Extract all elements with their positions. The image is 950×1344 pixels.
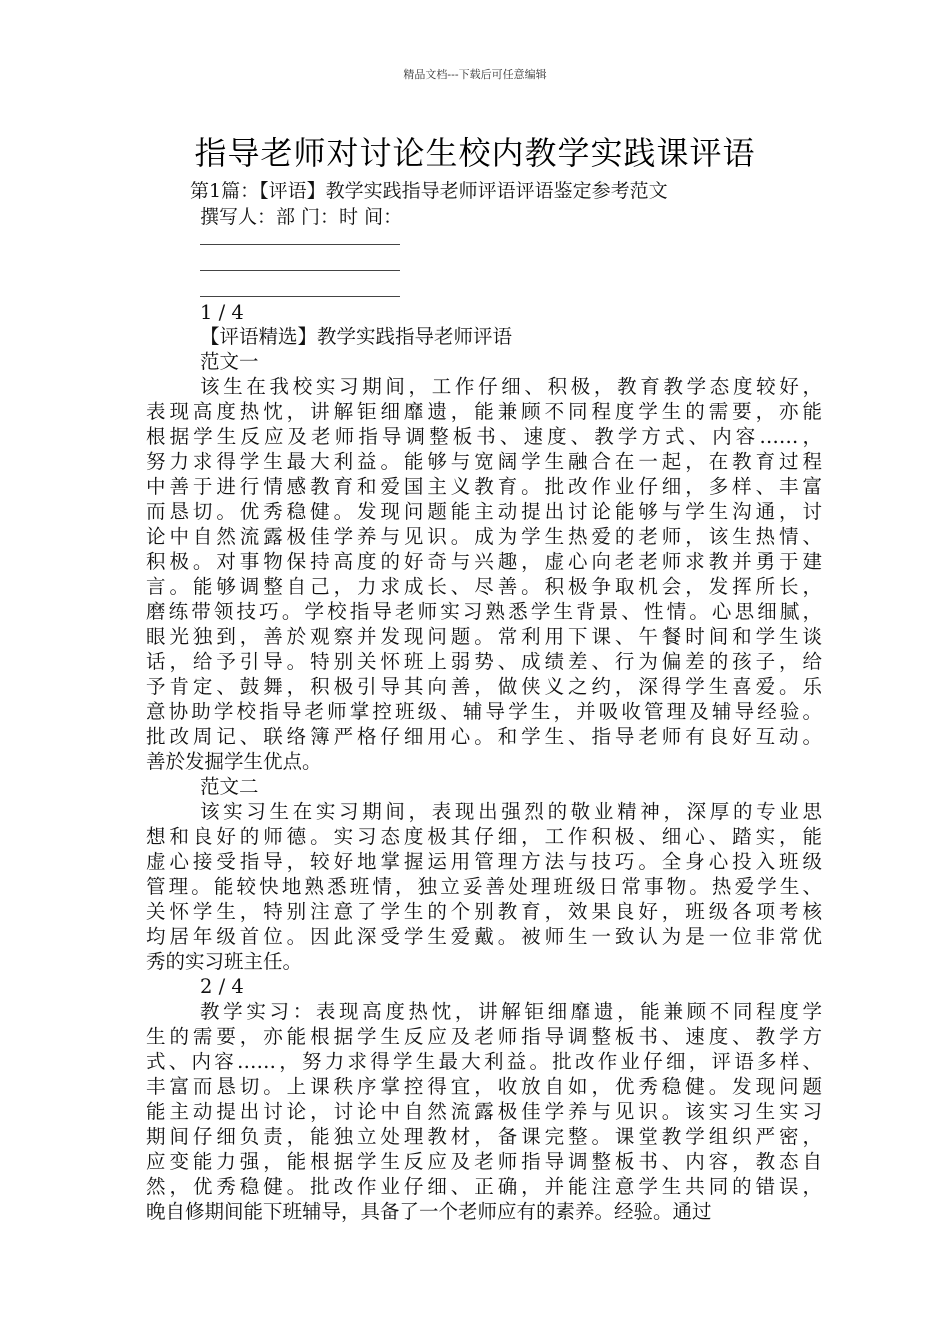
paragraph-line: 晚自修期间能下班辅导，具备了一个老师应有的素养。经验。通过 xyxy=(146,1200,712,1223)
paragraph-line: 予肯定、鼓舞，积极引导其向善，做侠义之约，深得学生喜爱。乐 xyxy=(146,675,822,698)
paragraph-line: 均居年级首位。因此深受学生爱戴。被师生一致认为是一位非常优 xyxy=(146,925,822,948)
paragraph-line: 关怀学生，特别注意了学生的个别教育，效果良好，班级各项考核 xyxy=(146,900,822,923)
paragraph-line: 表现高度热忱，讲解钜细靡遗，能兼顾不同程度学生的需要，亦能 xyxy=(146,400,822,423)
paragraph-line: 应变能力强，能根据学生反应及老师指导调整板书、内容，教态自 xyxy=(146,1150,822,1173)
paragraph-line: 批改周记、联络簿严格仔细用心。和学生、指导老师有良好互动。 xyxy=(146,725,822,748)
sample-label: 范文二 xyxy=(200,775,259,798)
paragraph-line: 而恳切。优秀稳健。发现问题能主动提出讨论能够与学生沟通，讨 xyxy=(146,500,822,523)
blank-underline xyxy=(200,244,400,245)
paragraph-line: 秀的实习班主任。 xyxy=(146,950,303,973)
paragraph-line: 眼光独到，善於观察并发现问题。常利用下课、午餐时间和学生谈 xyxy=(146,625,822,648)
paragraph-line: 磨练带领技巧。学校指导老师实习熟悉学生背景、性情。心思细腻， xyxy=(146,600,822,623)
document-subtitle: 第1篇：【评语】教学实践指导老师评语评语鉴定参考范文 xyxy=(190,180,668,202)
paragraph-line: 期间仔细负责，能独立处理教材，备课完整。课堂教学组织严密， xyxy=(146,1125,822,1148)
paragraph-line: 根据学生反应及老师指导调整板书、速度、教学方式、内容……， xyxy=(146,425,822,448)
blank-underline xyxy=(200,296,400,297)
section-heading: 【评语精选】教学实践指导老师评语 xyxy=(200,325,513,348)
paragraph-line: 善於发掘学生优点。 xyxy=(146,750,322,773)
paragraph-line: 言。能够调整自己，力求成长、尽善。积极争取机会，发挥所长， xyxy=(146,575,822,598)
page-marker: 2 / 4 xyxy=(200,975,244,998)
paragraph-line: 积极。对事物保持高度的好奇与兴趣，虚心向老老师求教并勇于建 xyxy=(146,550,822,573)
paragraph-line: 虚心接受指导，较好地掌握运用管理方法与技巧。全身心投入班级 xyxy=(146,850,822,873)
paragraph-line: 教学实习：表现高度热忱，讲解钜细靡遗，能兼顾不同程度学 xyxy=(200,1000,822,1023)
blank-underline xyxy=(200,270,400,271)
document-title: 指导老师对讨论生校内教学实践课评语 xyxy=(194,134,756,172)
paragraph-line: 能主动提出讨论，讨论中自然流露极佳学养与见识。该实习生实习 xyxy=(146,1100,822,1123)
paragraph-line: 意协助学校指导老师掌控班级、辅导学生，并吸收管理及辅导经验。 xyxy=(146,700,822,723)
sample-label: 范文一 xyxy=(200,350,259,373)
paragraph-line: 式、内容……，努力求得学生最大利益。批改作业仔细，评语多样、 xyxy=(146,1050,822,1073)
header-note: 精品文档---下载后可任意编辑 xyxy=(403,68,547,81)
paragraph-line: 想和良好的师德。实习态度极其仔细，工作积极、细心、踏实，能 xyxy=(146,825,822,848)
paragraph-line: 该生在我校实习期间，工作仔细、积极，教育教学态度较好， xyxy=(200,375,822,398)
author-meta-line: 撰写人：部 门：时 间： xyxy=(200,206,403,228)
paragraph-line: 该实习生在实习期间，表现出强烈的敬业精神，深厚的专业思 xyxy=(200,800,822,823)
paragraph-line: 中善于进行情感教育和爱国主义教育。批改作业仔细，多样、丰富 xyxy=(146,475,822,498)
paragraph-line: 管理。能较快地熟悉班情，独立妥善处理班级日常事物。热爱学生、 xyxy=(146,875,822,898)
paragraph-line: 生的需要，亦能根据学生反应及老师指导调整板书、速度、教学方 xyxy=(146,1025,822,1048)
page-marker: 1 / 4 xyxy=(200,301,244,324)
paragraph-line: 丰富而恳切。上课秩序掌控得宜，收放自如，优秀稳健。发现问题 xyxy=(146,1075,822,1098)
paragraph-line: 论中自然流露极佳学养与见识。成为学生热爱的老师，该生热情、 xyxy=(146,525,822,548)
paragraph-line: 努力求得学生最大利益。能够与宽阔学生融合在一起，在教育过程 xyxy=(146,450,822,473)
paragraph-line: 话，给予引导。特别关怀班上弱势、成绩差、行为偏差的孩子，给 xyxy=(146,650,822,673)
paragraph-line: 然，优秀稳健。批改作业仔细、正确，并能注意学生共同的错误， xyxy=(146,1175,822,1198)
